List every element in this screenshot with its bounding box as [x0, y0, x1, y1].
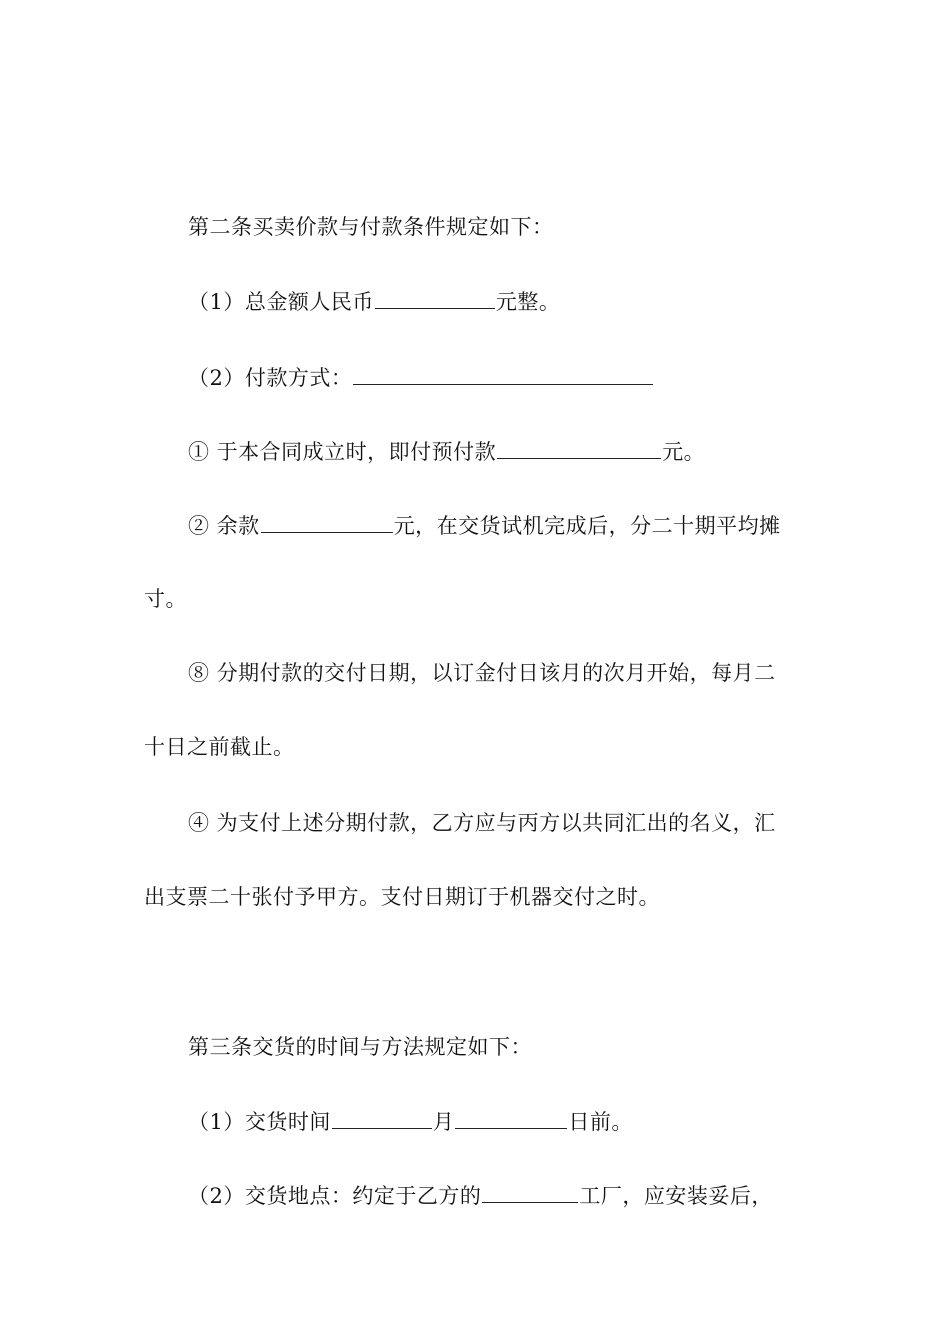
article-2-sub-2: ② 余款 元，在交货试机完成后，分二十期平均摊 [188, 510, 848, 541]
article-2-sub-2-continuation: 寸。 [144, 587, 187, 611]
payment-method-blank[interactable] [353, 362, 653, 385]
article-2-sub-4-line-1: ④ 为支付上述分期付款，乙方应与丙方以共同汇出的名义，汇 [188, 811, 776, 835]
article-2-heading: 第二条买卖价款与付款条件规定如下： [188, 215, 554, 239]
delivery-place-blank[interactable] [482, 1180, 578, 1203]
article-3-item-2: （2）交货地点：约定于乙方的 工厂，应安装妥后， [188, 1180, 848, 1211]
total-amount-blank[interactable] [375, 286, 495, 309]
article-2-item-2: （2）付款方式： [188, 362, 848, 393]
article-2-sub-3-line-1: ⑧ 分期付款的交付日期，以订金付日该月的次月开始，每月二 [188, 661, 776, 685]
prepayment-blank[interactable] [497, 436, 661, 459]
delivery-day-blank[interactable] [455, 1106, 567, 1129]
article-3-item-1: （1）交货时间 月 日前。 [188, 1106, 848, 1137]
article-2-sub-4-line-2: 出支票二十张付予甲方。支付日期订于机器交付之时。 [144, 885, 660, 909]
article-2-sub-1: ① 于本合同成立时，即付预付款 元。 [188, 436, 848, 467]
article-2-item-1: （1）总金额人民币 元整。 [188, 286, 848, 317]
article-2-sub-3-line-2: 十日之前截止。 [144, 735, 295, 759]
balance-blank[interactable] [261, 510, 393, 533]
delivery-month-blank[interactable] [332, 1106, 432, 1129]
article-3-heading: 第三条交货的时间与方法规定如下： [188, 1035, 532, 1059]
